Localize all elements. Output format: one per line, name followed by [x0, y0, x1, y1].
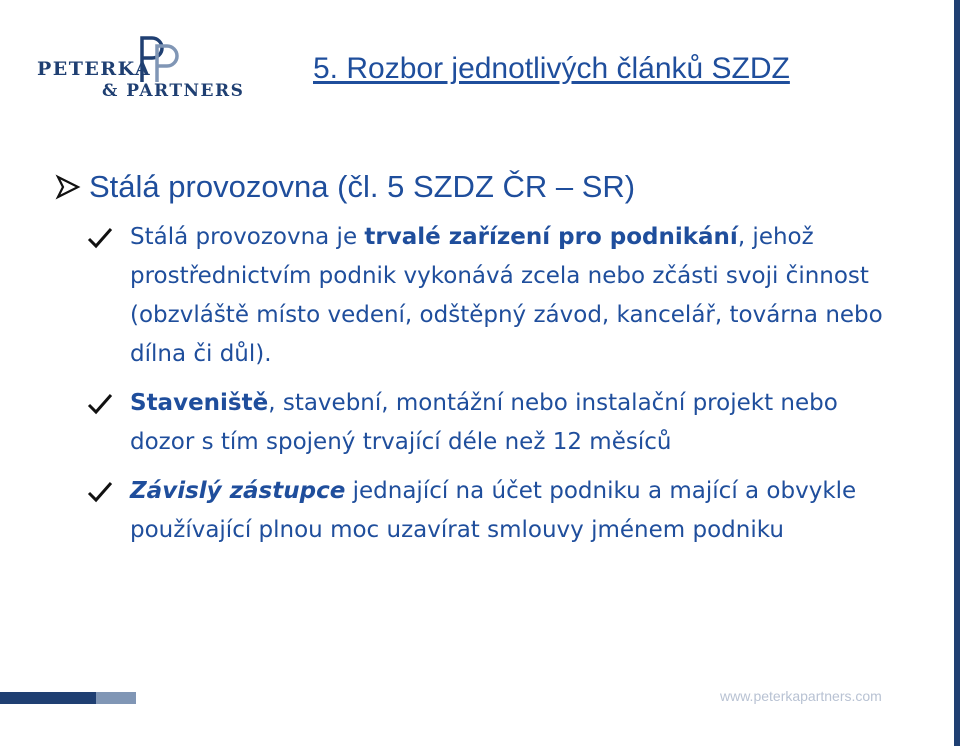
- checkmark-icon: [86, 480, 114, 504]
- item-text-part: jednající na účet podniku a mající a obvykle používající plnou moc uzavírat smlouvy jménem podniku: [130, 478, 857, 543]
- list-item-text: [130, 472, 906, 550]
- checkmark-icon: [86, 392, 114, 416]
- list-item-text: [130, 218, 906, 374]
- logo-text-partners: & PARTNERS: [102, 81, 245, 101]
- section-heading: [55, 169, 635, 205]
- arrow-bullet-icon: [55, 174, 81, 200]
- list-item: [86, 384, 906, 462]
- item-text-part: Stálá provozovna je: [130, 224, 365, 250]
- checkmark-icon: [86, 226, 114, 250]
- slide-title: 5. Rozbor jednotlivých článků SZDZ: [313, 52, 790, 85]
- item-bold-term: trvalé zařízení pro podnikání: [364, 224, 738, 250]
- list-item-text: [130, 384, 906, 462]
- section-heading-text: Stálá provozovna (čl. 5 SZDZ ČR – SR): [89, 169, 636, 204]
- item-text-part: , jehož prostřednictvím podnik vykonává zcela nebo zčásti svoji činnost (obzvláště místo vedení, odštěpný závod, kancelář, továrna nebo dílna či důl).: [130, 224, 883, 367]
- footer-website-url: www.peterkapartners.com: [720, 688, 882, 704]
- footer-bar-dark: [0, 692, 96, 704]
- footer-bar-light: [96, 692, 136, 704]
- right-accent-bar: [954, 0, 960, 746]
- item-bold-term: Závislý zástupce: [130, 478, 346, 504]
- item-text-part: , stavební, montážní nebo instalační projekt nebo dozor s tím spojený trvající déle než 12 měsíců: [130, 390, 838, 455]
- item-bold-term: Staveniště: [130, 390, 269, 416]
- logo-text-peterka: PETERKA: [37, 58, 152, 80]
- list-item: [86, 472, 906, 550]
- company-logo: [37, 36, 277, 102]
- list-item: [86, 218, 906, 374]
